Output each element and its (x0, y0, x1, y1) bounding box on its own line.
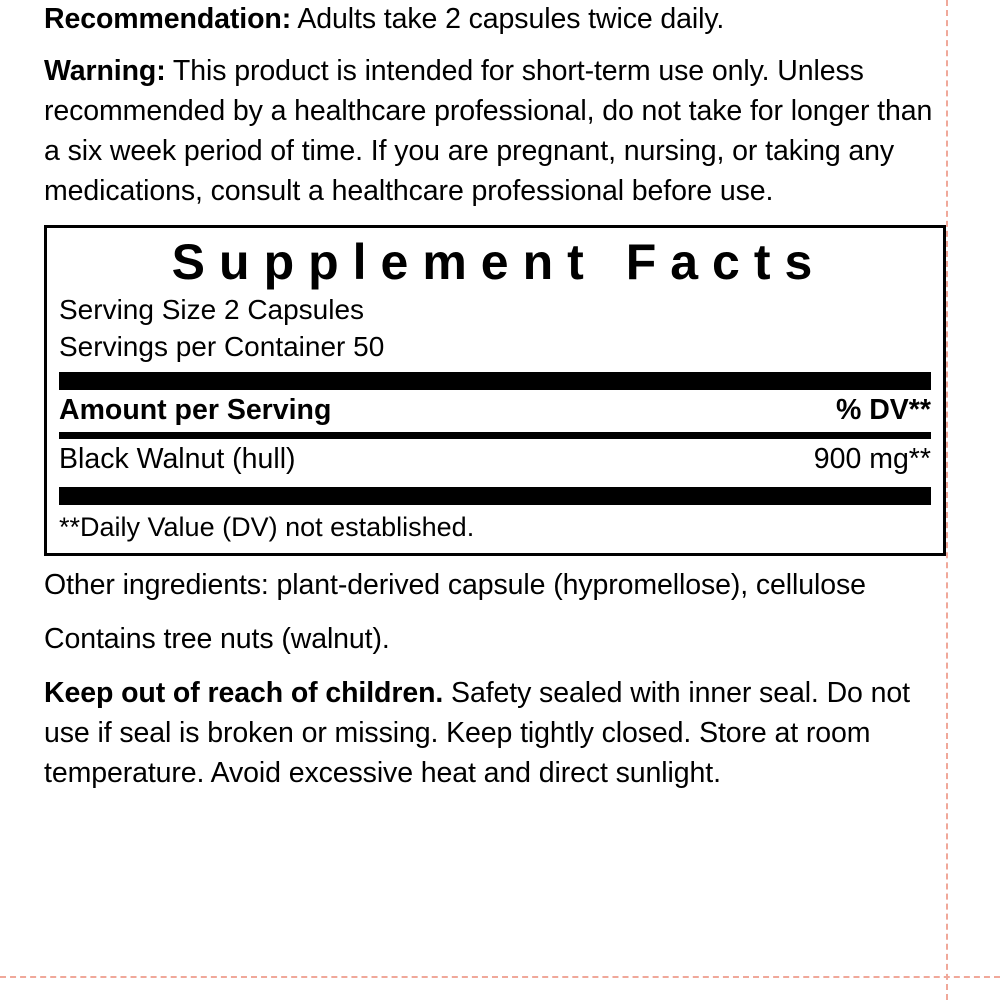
die-cut-guide-horizontal (0, 976, 1000, 978)
serving-size: Serving Size 2 Capsules (59, 294, 365, 326)
divider-thin (59, 432, 931, 439)
storage-heading: Keep out of reach of children. (44, 677, 444, 710)
storage-paragraph (44, 674, 954, 794)
recommendation-heading: Recommendation: (44, 3, 292, 35)
allergen-paragraph: Contains tree nuts (walnut). (44, 623, 390, 656)
warning-heading: Warning: (44, 54, 166, 87)
ingredient-name: Black Walnut (hull) (59, 443, 296, 476)
warning-text: This product is intended for short-term use only. Unless recommended by a healthcare professional, do not take for longer than a six week period of time. If you are pregnant, nursing, or taking any medications, consult a healthcare professional before use. (44, 54, 933, 207)
recommendation-paragraph (44, 0, 954, 40)
label-content (44, 0, 954, 808)
recommendation-text: Adults take 2 capsules twice daily. (291, 3, 725, 35)
servings-per-container: Servings per Container 50 (59, 331, 385, 363)
column-header-dv: % DV** (835, 394, 931, 427)
storage-text: Safety sealed with inner seal. Do not use if seal is broken or missing. Keep tightly closed. Store at room temperature. Avoid excessive heat and direct sunlight. (44, 677, 910, 790)
daily-value-footnote: **Daily Value (DV) not established. (59, 512, 475, 543)
divider-thick-bottom (59, 487, 931, 505)
ingredient-amount: 900 mg** (813, 443, 931, 476)
supplement-facts-header-row (59, 390, 931, 432)
other-ingredients-paragraph: Other ingredients: plant-derived capsule (hypromellose), cellulose (44, 569, 866, 602)
warning-paragraph (44, 52, 954, 212)
divider-thick-top (59, 372, 931, 390)
supplement-facts-title: Supplement Facts (171, 234, 827, 291)
column-header-amount: Amount per Serving (59, 394, 332, 427)
supplement-facts-panel (44, 225, 946, 556)
table-row (59, 439, 931, 481)
